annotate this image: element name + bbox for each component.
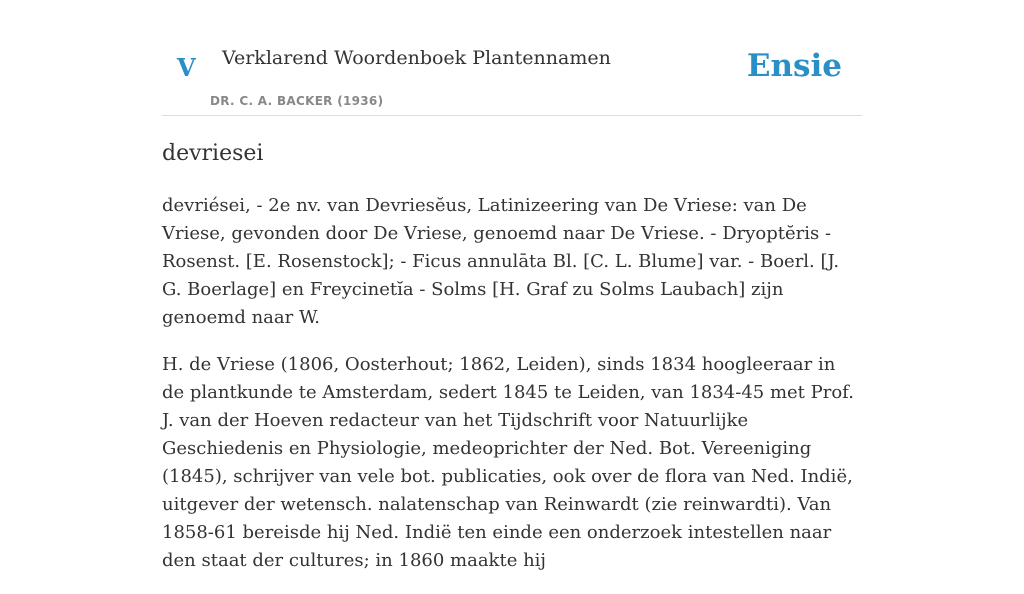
entry-body xyxy=(162,192,862,594)
entry-term: devriesei xyxy=(162,141,264,166)
book-title[interactable]: Verklarend Woordenboek Plantennamen xyxy=(222,47,611,69)
entry-paragraph: devriései, - 2e nv. van Devriesĕus, Latinizeering van De Vriese: van De Vriese, gevonden door De Vriese, genoemd naar De Vriese. - Dryoptĕris - Rosenst. [E. Rosenstock]; - Ficus annulāta Bl. [C. L. Blume] var. - Boerl. [J. G. Boerlage] en Freycinetĭa - Solms [H. Graf zu Solms Laubach] zijn genoemd naar W. xyxy=(162,195,840,328)
header xyxy=(162,0,862,116)
dictionary-logo[interactable]: V xyxy=(177,53,196,82)
book-author: DR. C. A. BACKER (1936) xyxy=(210,94,384,108)
entry-paragraph: H. de Vriese (1806, Oosterhout; 1862, Leiden), sinds 1834 hoogleeraar in de plantkunde te Amsterdam, sedert 1845 te Leiden, van 1834-45 met Prof. J. van der Hoeven redacteur van het Tijdschrift voor Natuurlijke Geschiedenis en Physiologie, medeoprichter der Ned. Bot. Vereeniging (1845), schrijver van vele bot. publicaties, ook over de flora van Ned. Indië, uitgever der wetensch. nalatenschap van Reinwardt (zie reinwardti). Van 1858-61 bereisde hij Ned. Indië ten einde een onderzoek intestellen naar den staat der cultures; in 1860 maakte hij xyxy=(162,354,854,571)
brand-logo[interactable]: Ensie xyxy=(746,48,842,84)
page-content xyxy=(162,0,862,571)
